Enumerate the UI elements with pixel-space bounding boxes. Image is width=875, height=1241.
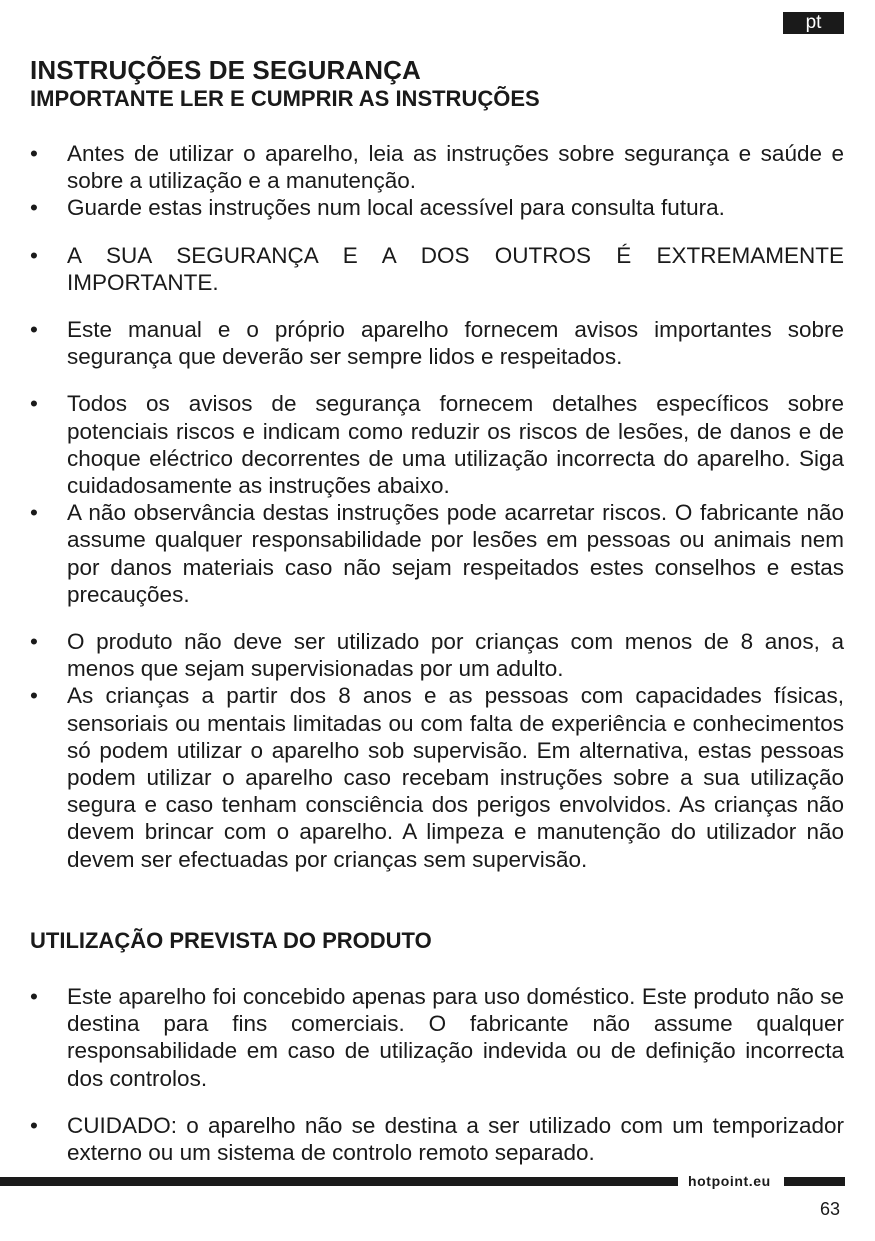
- list-item-text: CUIDADO: o aparelho não se destina a ser utilizado com um temporizador externo ou um sistema de controlo remoto separado.: [67, 1112, 844, 1166]
- page-title: INSTRUÇÕES DE SEGURANÇA: [30, 55, 421, 85]
- list-item: [0, 242, 844, 296]
- page-number: 63: [820, 1199, 841, 1219]
- bullet-icon: •: [30, 500, 38, 526]
- bullet-icon: •: [30, 195, 38, 221]
- footer-rule-right: [784, 1177, 845, 1186]
- list-item: [0, 983, 844, 1092]
- bullet-icon: •: [30, 629, 38, 655]
- footer-brand-link: hotpoint.eu: [688, 1173, 771, 1189]
- list-item: [0, 628, 844, 682]
- intended-use-bullet-list: [0, 983, 875, 1166]
- bullet-icon: •: [30, 1112, 38, 1138]
- page-subtitle: IMPORTANTE LER E CUMPRIR AS INSTRUÇÕES: [30, 86, 540, 111]
- bullet-icon: •: [30, 683, 38, 709]
- list-item: [0, 682, 844, 872]
- safety-bullet-list: [0, 140, 875, 873]
- list-item-text: O produto não deve ser utilizado por crianças com menos de 8 anos, a menos que sejam supervisionadas por um adulto.: [67, 629, 844, 682]
- list-item-text: As crianças a partir dos 8 anos e as pessoas com capacidades físicas, sensoriais ou mentais limitadas ou com falta de experiência e conhecimentos só podem utilizar o aparelho sob supervisão. Em alternativa, estas pessoas podem utilizar o aparelho caso recebam instruções sobre a sua utilização segura e caso tenham consciência dos perigos envolvidos. As crianças não devem brincar com o aparelho. A limpeza e manutenção do utilizador não devem ser efectuadas por crianças sem supervisão.: [67, 683, 844, 872]
- footer-rule-left: [0, 1177, 678, 1186]
- list-item-text: Antes de utilizar o aparelho, leia as instruções sobre segurança e saúde e sobre a utilização e a manutenção.: [67, 141, 844, 194]
- list-item: [0, 390, 844, 499]
- bullet-icon: •: [30, 984, 38, 1009]
- bullet-icon: •: [30, 391, 38, 417]
- list-item-text: Este manual e o próprio aparelho fornecem avisos importantes sobre segurança que deverão ser sempre lidos e respeitados.: [67, 317, 844, 370]
- intended-use-heading: UTILIZAÇÃO PREVISTA DO PRODUTO: [30, 928, 432, 953]
- bullet-icon: •: [30, 242, 38, 268]
- list-item: [0, 499, 844, 608]
- bullet-icon: •: [30, 141, 38, 166]
- list-item-text: Guarde estas instruções num local acessível para consulta futura.: [67, 195, 725, 221]
- bullet-icon: •: [30, 317, 38, 343]
- list-item-text: A SUA SEGURANÇA E A DOS OUTROS É EXTREMAMENTE IMPORTANTE.: [67, 242, 844, 295]
- list-item: [0, 194, 844, 221]
- list-item-text: A não observância destas instruções pode acarretar riscos. O fabricante não assume qualquer responsabilidade por lesões em pessoas ou animais nem por danos materiais caso não sejam respeitados estes conselhos e estas precauções.: [67, 500, 844, 607]
- list-item: [0, 316, 844, 370]
- list-item: [0, 140, 844, 194]
- list-item-text: Este aparelho foi concebido apenas para uso doméstico. Este produto não se destina para fins comerciais. O fabricante não assume qualquer responsabilidade em caso de utilização indevida ou de definição incorrecta dos controlos.: [67, 984, 844, 1091]
- list-item-text: Todos os avisos de segurança fornecem detalhes específicos sobre potenciais riscos e indicam como reduzir os riscos de lesões, de danos e de choque eléctrico decorrentes de uma utilização incorrecta do aparelho. Siga cuidadosamente as instruções abaixo.: [67, 391, 844, 499]
- list-item: [0, 1112, 844, 1166]
- language-tab: pt: [783, 12, 844, 34]
